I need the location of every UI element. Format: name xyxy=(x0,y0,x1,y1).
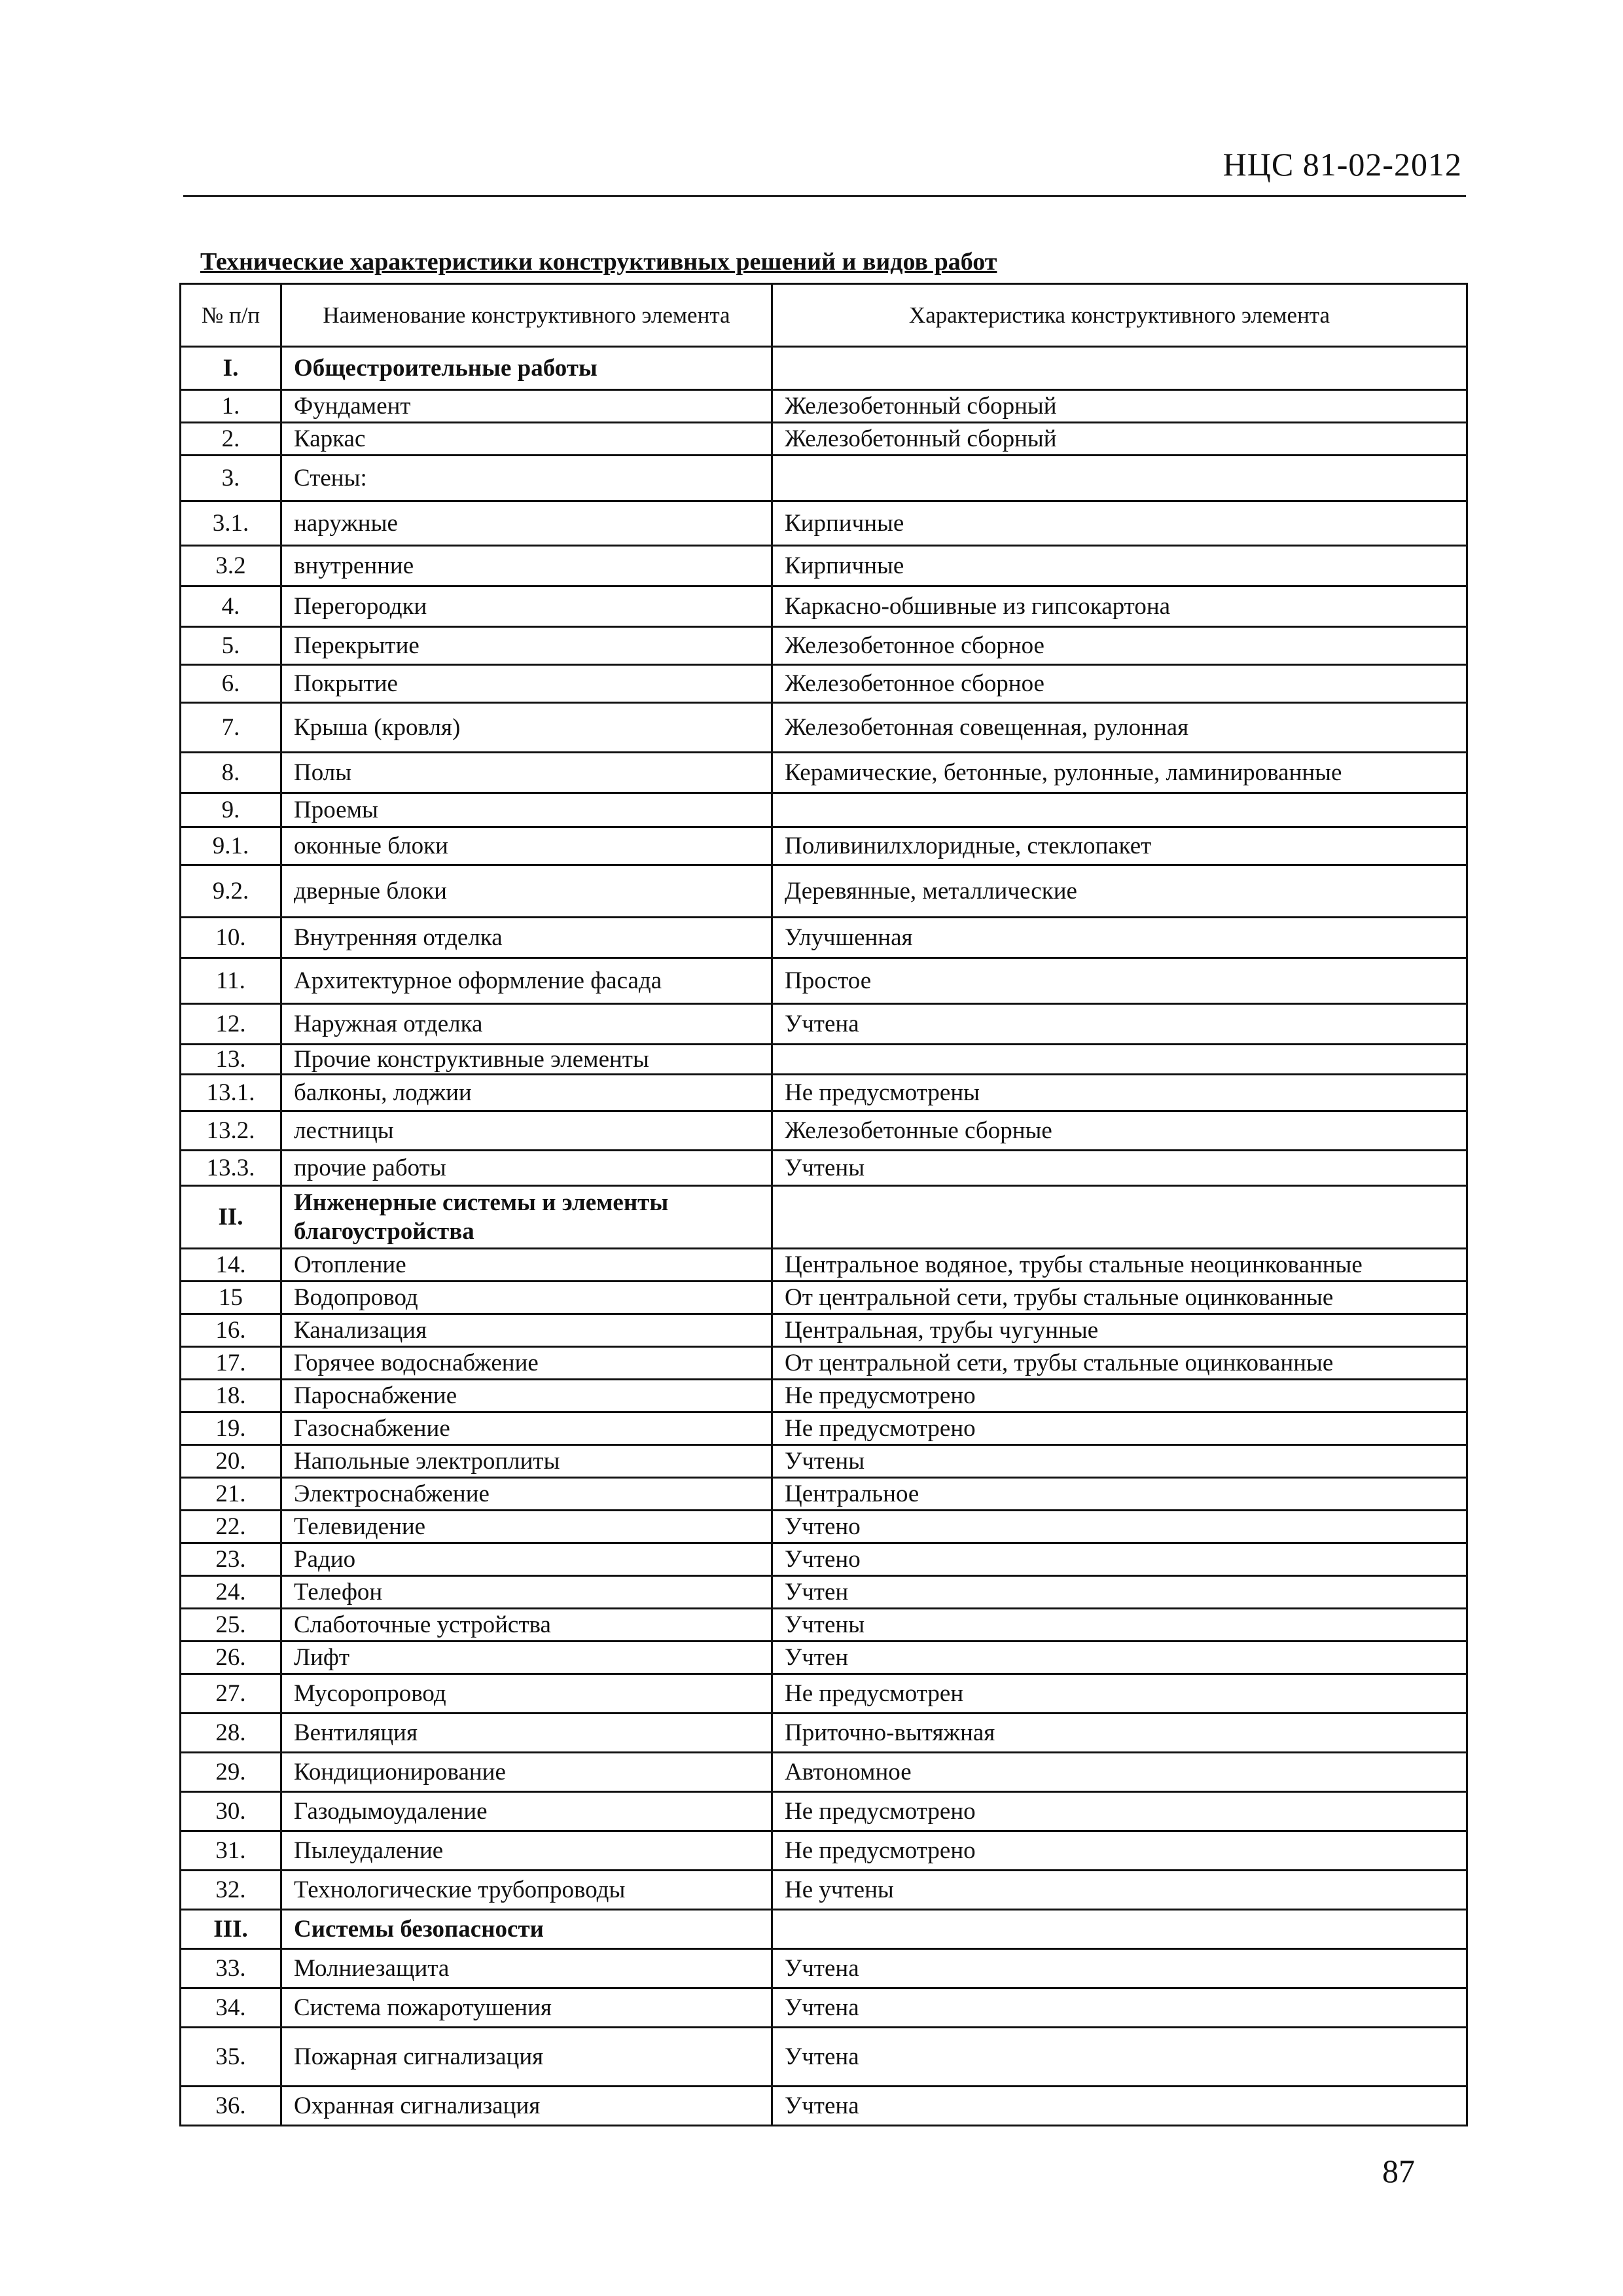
element-name: Газодымоудаление xyxy=(281,1792,772,1831)
element-characteristic: Учтены xyxy=(772,1445,1467,1478)
table-row xyxy=(181,1949,1467,1988)
element-name: Горячее водоснабжение xyxy=(281,1347,772,1380)
element-name: Водопровод xyxy=(281,1282,772,1314)
row-number: 18. xyxy=(181,1380,281,1412)
row-number: 29. xyxy=(181,1753,281,1792)
element-characteristic: Учтен xyxy=(772,1641,1467,1674)
element-name: Вентиляция xyxy=(281,1713,772,1753)
row-number: 13.1. xyxy=(181,1075,281,1111)
table-row xyxy=(181,1543,1467,1576)
element-characteristic: Учтена xyxy=(772,1988,1467,2028)
element-name: Каркас xyxy=(281,423,772,456)
table-row xyxy=(181,423,1467,456)
column-header-characteristic: Характеристика конструктивного элемента xyxy=(772,284,1467,347)
table-row xyxy=(181,1871,1467,1910)
element-name: Наружная отделка xyxy=(281,1004,772,1045)
element-name: Пожарная сигнализация xyxy=(281,2028,772,2087)
table-row xyxy=(181,501,1467,546)
element-characteristic: От центральной сети, трубы стальные оцинкованные xyxy=(772,1347,1467,1380)
element-name: балконы, лоджии xyxy=(281,1075,772,1111)
element-characteristic: Учтен xyxy=(772,1576,1467,1609)
table-header-row xyxy=(181,284,1467,347)
element-name: Телевидение xyxy=(281,1511,772,1543)
section-row xyxy=(181,1186,1467,1249)
row-number: 13.3. xyxy=(181,1151,281,1186)
element-characteristic xyxy=(772,456,1467,501)
element-name: Прочие конструктивные элементы xyxy=(281,1045,772,1075)
row-number: 36. xyxy=(181,2087,281,2126)
element-characteristic: Центральное водяное, трубы стальные неоцинкованные xyxy=(772,1249,1467,1282)
table-row xyxy=(181,918,1467,958)
element-name: Пылеудаление xyxy=(281,1831,772,1871)
table-row xyxy=(181,1478,1467,1511)
element-characteristic: Керамические, бетонные, рулонные, ламинированные xyxy=(772,753,1467,793)
row-number: II. xyxy=(181,1186,281,1249)
element-name: Системы безопасности xyxy=(281,1910,772,1949)
table-row xyxy=(181,1713,1467,1753)
element-characteristic xyxy=(772,793,1467,827)
row-number: 3. xyxy=(181,456,281,501)
row-number: 19. xyxy=(181,1412,281,1445)
table-row xyxy=(181,1347,1467,1380)
row-number: 8. xyxy=(181,753,281,793)
element-characteristic: Приточно-вытяжная xyxy=(772,1713,1467,1753)
row-number: 23. xyxy=(181,1543,281,1576)
row-number: 14. xyxy=(181,1249,281,1282)
table-row xyxy=(181,1380,1467,1412)
element-characteristic: Улучшенная xyxy=(772,918,1467,958)
element-characteristic: Не предусмотрено xyxy=(772,1412,1467,1445)
row-number: III. xyxy=(181,1910,281,1949)
element-characteristic: Железобетонный сборный xyxy=(772,423,1467,456)
element-characteristic: Не предусмотрено xyxy=(772,1380,1467,1412)
row-number: 35. xyxy=(181,2028,281,2087)
element-name: Электроснабжение xyxy=(281,1478,772,1511)
row-number: 17. xyxy=(181,1347,281,1380)
element-characteristic: Учтена xyxy=(772,2087,1467,2126)
element-name: внутренние xyxy=(281,546,772,586)
element-name: Покрытие xyxy=(281,665,772,703)
row-number: 32. xyxy=(181,1871,281,1910)
table-row xyxy=(181,865,1467,918)
element-characteristic: Учтено xyxy=(772,1543,1467,1576)
element-name: прочие работы xyxy=(281,1151,772,1186)
row-number: 26. xyxy=(181,1641,281,1674)
page-number: 87 xyxy=(1382,2153,1415,2189)
table-row xyxy=(181,665,1467,703)
element-name: Общестроительные работы xyxy=(281,347,772,390)
header-rule xyxy=(183,195,1466,197)
table-row xyxy=(181,1792,1467,1831)
element-characteristic: Кирпичные xyxy=(772,501,1467,546)
row-number: 13. xyxy=(181,1045,281,1075)
table-row xyxy=(181,586,1467,627)
element-name: Канализация xyxy=(281,1314,772,1347)
element-characteristic: Железобетонные сборные xyxy=(772,1111,1467,1151)
table-row xyxy=(181,827,1467,865)
row-number: 10. xyxy=(181,918,281,958)
row-number: 11. xyxy=(181,958,281,1004)
row-number: 34. xyxy=(181,1988,281,2028)
element-characteristic: Поливинилхлоридные, стеклопакет xyxy=(772,827,1467,865)
element-name: Газоснабжение xyxy=(281,1412,772,1445)
row-number: 22. xyxy=(181,1511,281,1543)
element-name: Слаботочные устройства xyxy=(281,1609,772,1641)
element-characteristic: Простое xyxy=(772,958,1467,1004)
element-characteristic: От центральной сети, трубы стальные оцинкованные xyxy=(772,1282,1467,1314)
row-number: 33. xyxy=(181,1949,281,1988)
element-name: Система пожаротушения xyxy=(281,1988,772,2028)
element-characteristic: Учтено xyxy=(772,1511,1467,1543)
table-row xyxy=(181,1004,1467,1045)
table-row xyxy=(181,1412,1467,1445)
element-name: Молниезащита xyxy=(281,1949,772,1988)
element-characteristic: Учтена xyxy=(772,1004,1467,1045)
table-row xyxy=(181,1988,1467,2028)
element-name: лестницы xyxy=(281,1111,772,1151)
element-name: Фундамент xyxy=(281,390,772,423)
row-number: 5. xyxy=(181,627,281,665)
table-title: Технические характеристики конструктивных решений и видов работ xyxy=(200,248,997,276)
row-number: 9.2. xyxy=(181,865,281,918)
row-number: 2. xyxy=(181,423,281,456)
table-row xyxy=(181,1445,1467,1478)
element-characteristic: Учтена xyxy=(772,2028,1467,2087)
table-row xyxy=(181,456,1467,501)
element-characteristic: Не предусмотрено xyxy=(772,1831,1467,1871)
row-number: 12. xyxy=(181,1004,281,1045)
table-row xyxy=(181,703,1467,753)
element-characteristic: Не предусмотрен xyxy=(772,1674,1467,1713)
element-name: Отопление xyxy=(281,1249,772,1282)
table-row xyxy=(181,1249,1467,1282)
table-row xyxy=(181,1314,1467,1347)
table-row xyxy=(181,546,1467,586)
table-row xyxy=(181,1831,1467,1871)
table-row xyxy=(181,1282,1467,1314)
table-row xyxy=(181,2028,1467,2087)
table-row xyxy=(181,1641,1467,1674)
row-number: 24. xyxy=(181,1576,281,1609)
column-header-name: Наименование конструктивного элемента xyxy=(281,284,772,347)
element-name: Технологические трубопроводы xyxy=(281,1871,772,1910)
row-number: 15 xyxy=(181,1282,281,1314)
column-header-number: № п/п xyxy=(181,284,281,347)
element-characteristic: Не предусмотрено xyxy=(772,1792,1467,1831)
element-characteristic: Железобетонная совещенная, рулонная xyxy=(772,703,1467,753)
row-number: 9.1. xyxy=(181,827,281,865)
element-characteristic: Не учтены xyxy=(772,1871,1467,1910)
table-row xyxy=(181,1045,1467,1075)
characteristics-table xyxy=(179,283,1468,2126)
element-name: Инженерные системы и элементы благоустройства xyxy=(281,1186,772,1249)
element-characteristic xyxy=(772,1910,1467,1949)
row-number: 4. xyxy=(181,586,281,627)
row-number: 13.2. xyxy=(181,1111,281,1151)
row-number: 27. xyxy=(181,1674,281,1713)
element-characteristic: Центральное xyxy=(772,1478,1467,1511)
row-number: 30. xyxy=(181,1792,281,1831)
table-row xyxy=(181,1111,1467,1151)
row-number: 3.1. xyxy=(181,501,281,546)
element-name: оконные блоки xyxy=(281,827,772,865)
row-number: 28. xyxy=(181,1713,281,1753)
row-number: 20. xyxy=(181,1445,281,1478)
element-name: дверные блоки xyxy=(281,865,772,918)
element-characteristic: Учтены xyxy=(772,1151,1467,1186)
element-characteristic: Железобетонное сборное xyxy=(772,665,1467,703)
element-name: Полы xyxy=(281,753,772,793)
element-name: Пароснабжение xyxy=(281,1380,772,1412)
element-name: Архитектурное оформление фасада xyxy=(281,958,772,1004)
element-name: Крыша (кровля) xyxy=(281,703,772,753)
table-row xyxy=(181,1511,1467,1543)
element-name: Мусоропровод xyxy=(281,1674,772,1713)
element-name: Перекрытие xyxy=(281,627,772,665)
element-name: наружные xyxy=(281,501,772,546)
row-number: 25. xyxy=(181,1609,281,1641)
table-row xyxy=(181,2087,1467,2126)
row-number: 6. xyxy=(181,665,281,703)
row-number: 21. xyxy=(181,1478,281,1511)
element-name: Стены: xyxy=(281,456,772,501)
row-number: 9. xyxy=(181,793,281,827)
table-row xyxy=(181,1576,1467,1609)
row-number: 7. xyxy=(181,703,281,753)
element-characteristic: Кирпичные xyxy=(772,546,1467,586)
element-characteristic xyxy=(772,1186,1467,1249)
element-characteristic: Не предусмотрены xyxy=(772,1075,1467,1111)
element-characteristic: Учтены xyxy=(772,1609,1467,1641)
element-characteristic xyxy=(772,1045,1467,1075)
row-number: 1. xyxy=(181,390,281,423)
element-name: Проемы xyxy=(281,793,772,827)
table-row xyxy=(181,1753,1467,1792)
table-row xyxy=(181,1075,1467,1111)
table-row xyxy=(181,1674,1467,1713)
element-name: Внутренняя отделка xyxy=(281,918,772,958)
row-number: 16. xyxy=(181,1314,281,1347)
element-name: Охранная сигнализация xyxy=(281,2087,772,2126)
element-name: Лифт xyxy=(281,1641,772,1674)
element-characteristic xyxy=(772,347,1467,390)
element-name: Кондиционирование xyxy=(281,1753,772,1792)
element-characteristic: Железобетонный сборный xyxy=(772,390,1467,423)
section-row xyxy=(181,347,1467,390)
table-row xyxy=(181,958,1467,1004)
element-characteristic: Центральная, трубы чугунные xyxy=(772,1314,1467,1347)
element-name: Перегородки xyxy=(281,586,772,627)
element-characteristic: Железобетонное сборное xyxy=(772,627,1467,665)
table-row xyxy=(181,1151,1467,1186)
element-characteristic: Учтена xyxy=(772,1949,1467,1988)
element-name: Напольные электроплиты xyxy=(281,1445,772,1478)
row-number: 31. xyxy=(181,1831,281,1871)
element-characteristic: Деревянные, металлические xyxy=(772,865,1467,918)
table-row xyxy=(181,627,1467,665)
element-characteristic: Автономное xyxy=(772,1753,1467,1792)
element-characteristic: Каркасно-обшивные из гипсокартона xyxy=(772,586,1467,627)
element-name: Радио xyxy=(281,1543,772,1576)
element-name: Телефон xyxy=(281,1576,772,1609)
table-row xyxy=(181,1609,1467,1641)
table-row xyxy=(181,390,1467,423)
row-number: I. xyxy=(181,347,281,390)
table-row xyxy=(181,793,1467,827)
document-code: НЦС 81-02-2012 xyxy=(1222,146,1462,183)
row-number: 3.2 xyxy=(181,546,281,586)
section-row xyxy=(181,1910,1467,1949)
table-row xyxy=(181,753,1467,793)
